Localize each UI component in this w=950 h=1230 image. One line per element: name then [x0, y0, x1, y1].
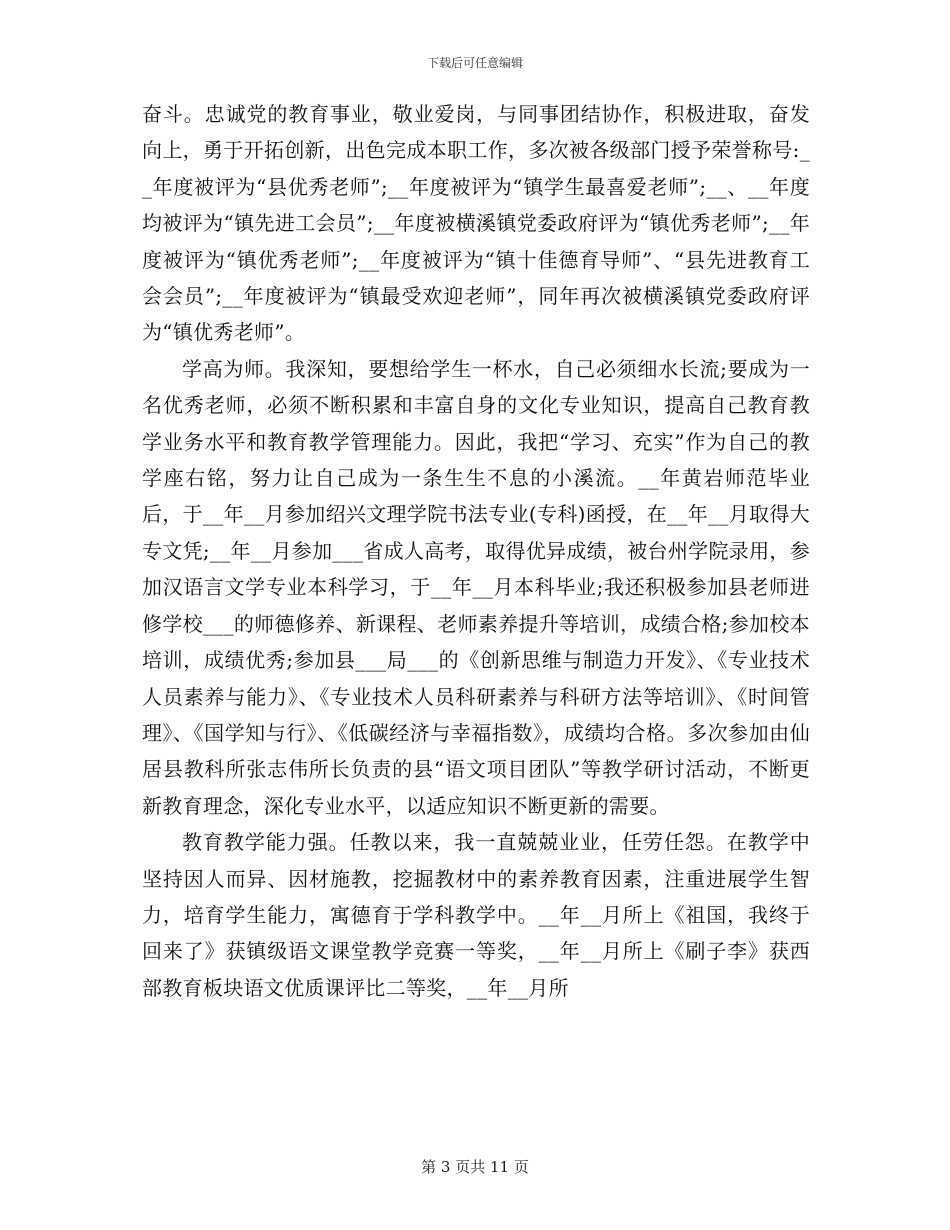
paragraph-teaching-ability: 教育教学能力强。任教以来，我一直兢兢业业，任劳任怨。在教学中坚持因人而异、因材施教，挖掘教材中的素养教育因素，注重进展学生智力，培育学生能力，寓德育于学科教学中。__年__月所上《祖国，我终于回来了》获镇级语文课堂教学竞赛一等奖，__年__月所上《刷子李》获西部教育板块语文优质课评比二等奖，__年__月所: [142, 830, 810, 1000]
page-number: 第 3 页共 11 页: [421, 1158, 529, 1176]
paragraph-honors: 奋斗。忠诚党的教育事业，敬业爱岗，与同事团结协作，积极进取，奋发向上，勇于开拓创新，出色完成本职工作，多次被各级部门授予荣誉称号:__年度被评为“县优秀老师”;__年度被评为“镇学生最喜爱老师”;__、__年度均被评为“镇先进工会员”;__年度被横溪镇党委政府评为“镇优秀老师”;__年度被评为“镇优秀老师”;__年度被评为“镇十佳德育导师”、“县先进教育工会会员”;__年度被评为“镇最受欢迎老师”，同年再次被横溪镇党委政府评为“镇优秀老师”。: [142, 102, 810, 345]
page-header: 下载后可任意编辑: [426, 56, 523, 70]
document-body: [142, 96, 810, 1006]
paragraph-learning: 学高为师。我深知，要想给学生一杯水，自己必须细水长流;要成为一名优秀老师，必须不断积累和丰富自身的文化专业知识，提高自己教育教学业务水平和教育教学管理能力。因此，我把“学习、充实”作为自己的教学座右铭，努力让自己成为一条生生不息的小溪流。__年黄岩师范毕业后，于__年__月参加绍兴文理学院书法专业(专科)函授，在__年__月取得大专文凭;__年__月参加___省成人高考，取得优异成绩，被台州学院录用，参加汉语言文学专业本科学习，于__年__月本科毕业;我还积极参加县老师进修学校___的师德修养、新课程、老师素养提升等培训，成绩合格;参加校本培训，成绩优秀;参加县___局___的《创新思维与制造力开发》、《专业技术人员素养与能力》、《专业技术人员科研素养与科研方法等培训》、《时间管理》、《国学知与行》、《低碳经济与幸福指数》，成绩均合格。多次参加由仙居县教科所张志伟所长负责的县“语文项目团队”等教学研讨活动，不断更新教育理念，深化专业水平，以适应知识不断更新的需要。: [142, 356, 810, 818]
